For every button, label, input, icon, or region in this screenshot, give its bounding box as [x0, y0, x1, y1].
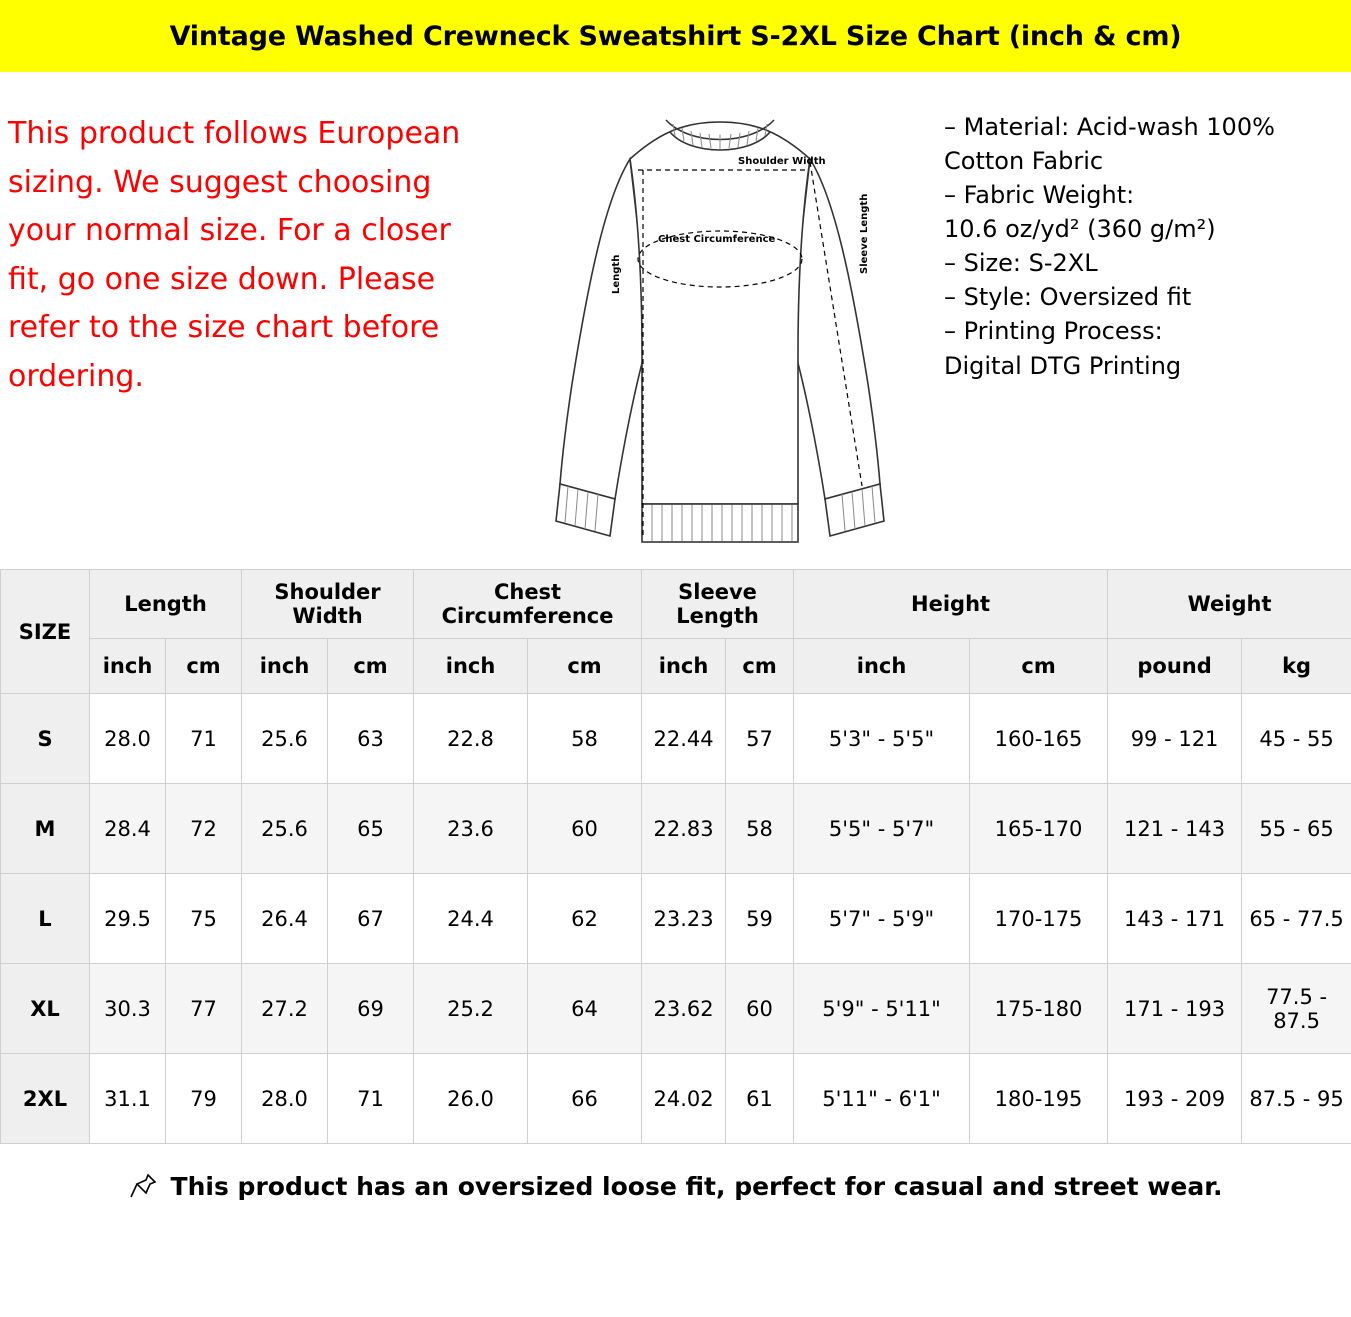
cell-sleeve-cm: 58	[726, 784, 794, 874]
table-header-chest-circumference: Chest Circumference	[414, 570, 642, 639]
cell-chest-cm: 58	[528, 694, 642, 784]
cell-chest-inch: 26.0	[414, 1054, 528, 1144]
table-header-weight: Weight	[1108, 570, 1351, 639]
cell-sleeve-inch: 22.83	[642, 784, 726, 874]
table-row	[1, 784, 1351, 874]
unit-weight-pound: pound	[1108, 639, 1242, 694]
cell-weight-pound: 143 - 171	[1108, 874, 1242, 964]
cell-sleeve-cm: 57	[726, 694, 794, 784]
cell-length-inch: 29.5	[90, 874, 166, 964]
cell-height-inch: 5'11" - 6'1"	[794, 1054, 970, 1144]
cell-size: M	[1, 784, 90, 874]
table-row	[1, 694, 1351, 784]
table-row	[1, 964, 1351, 1054]
cell-height-cm: 170-175	[970, 874, 1108, 964]
top-section	[0, 72, 1351, 569]
unit-shoulder-inch: inch	[242, 639, 328, 694]
size-table	[0, 569, 1351, 1144]
table-row	[1, 874, 1351, 964]
spec-line: – Size: S-2XL	[944, 249, 1098, 278]
push-pin-icon	[129, 1171, 159, 1201]
cell-shoulder-cm: 65	[328, 784, 414, 874]
unit-sleeve-inch: inch	[642, 639, 726, 694]
cell-height-cm: 180-195	[970, 1054, 1108, 1144]
cell-shoulder-cm: 71	[328, 1054, 414, 1144]
cell-height-cm: 175-180	[970, 964, 1108, 1054]
cell-sleeve-inch: 23.23	[642, 874, 726, 964]
label-chest-circumference: Chest Circumference	[658, 234, 776, 245]
cell-height-cm: 165-170	[970, 784, 1108, 874]
cell-length-cm: 79	[166, 1054, 242, 1144]
cell-chest-cm: 64	[528, 964, 642, 1054]
cell-sleeve-cm: 60	[726, 964, 794, 1054]
cell-height-inch: 5'7" - 5'9"	[794, 874, 970, 964]
cell-height-inch: 5'9" - 5'11"	[794, 964, 970, 1054]
spec-line: – Style: Oversized fit	[944, 283, 1192, 312]
cell-weight-kg: 45 - 55	[1242, 694, 1351, 784]
header-banner	[0, 0, 1351, 72]
cell-length-cm: 71	[166, 694, 242, 784]
cell-sleeve-inch: 23.62	[642, 964, 726, 1054]
cell-length-inch: 28.4	[90, 784, 166, 874]
cell-length-inch: 28.0	[90, 694, 166, 784]
cell-weight-kg: 77.5 - 87.5	[1242, 964, 1351, 1054]
cell-sleeve-inch: 24.02	[642, 1054, 726, 1144]
label-shoulder-width: Shoulder Width	[738, 156, 826, 167]
cell-height-inch: 5'3" - 5'5"	[794, 694, 970, 784]
unit-shoulder-cm: cm	[328, 639, 414, 694]
unit-sleeve-cm: cm	[726, 639, 794, 694]
cell-length-cm: 77	[166, 964, 242, 1054]
label-sleeve-length: Sleeve Length	[859, 193, 870, 274]
cell-shoulder-cm: 67	[328, 874, 414, 964]
spec-line: – Material: Acid-wash 100%	[944, 113, 1275, 141]
cell-chest-inch: 22.8	[414, 694, 528, 784]
unit-chest-inch: inch	[414, 639, 528, 694]
table-header-height: Height	[794, 570, 1108, 639]
cell-shoulder-inch: 25.6	[242, 784, 328, 874]
cell-weight-kg: 87.5 - 95	[1242, 1054, 1351, 1144]
spec-line: – Fabric Weight:	[944, 181, 1135, 210]
unit-length-cm: cm	[166, 639, 242, 694]
cell-chest-inch: 23.6	[414, 784, 528, 874]
table-header-length: Length	[90, 570, 242, 639]
cell-weight-kg: 65 - 77.5	[1242, 874, 1351, 964]
cell-length-inch: 30.3	[90, 964, 166, 1054]
cell-sleeve-cm: 59	[726, 874, 794, 964]
product-illustration	[510, 72, 930, 554]
cell-weight-pound: 121 - 143	[1108, 784, 1242, 874]
cell-chest-cm: 60	[528, 784, 642, 874]
table-header-shoulder-width: Shoulder Width	[242, 570, 414, 639]
unit-length-inch: inch	[90, 639, 166, 694]
table-row	[1, 1054, 1351, 1144]
spec-line: 10.6 oz/yd² (360 g/m²)	[944, 215, 1216, 244]
cell-chest-cm: 66	[528, 1054, 642, 1144]
cell-length-cm: 75	[166, 874, 242, 964]
cell-weight-pound: 99 - 121	[1108, 694, 1242, 784]
cell-size: L	[1, 874, 90, 964]
cell-shoulder-inch: 27.2	[242, 964, 328, 1054]
sweatshirt-diagram	[510, 84, 930, 554]
cell-sleeve-cm: 61	[726, 1054, 794, 1144]
cell-size: S	[1, 694, 90, 784]
spec-line: – Printing Process:	[944, 317, 1163, 346]
cell-size: XL	[1, 964, 90, 1054]
cell-chest-cm: 62	[528, 874, 642, 964]
unit-height-inch: inch	[794, 639, 970, 694]
label-length: Length	[611, 254, 622, 294]
cell-weight-pound: 193 - 209	[1108, 1054, 1242, 1144]
table-header-sleeve-length: Sleeve Length	[642, 570, 794, 639]
footer-note	[0, 1144, 1351, 1228]
table-header-size: SIZE	[1, 570, 90, 694]
cell-shoulder-inch: 28.0	[242, 1054, 328, 1144]
cell-chest-inch: 24.4	[414, 874, 528, 964]
cell-length-inch: 31.1	[90, 1054, 166, 1144]
footer-text: This product has an oversized loose fit, perfect for casual and street wear.	[170, 1171, 1223, 1201]
cell-height-inch: 5'5" - 5'7"	[794, 784, 970, 874]
spec-line: Cotton Fabric	[944, 147, 1104, 176]
unit-height-cm: cm	[970, 639, 1108, 694]
cell-shoulder-cm: 69	[328, 964, 414, 1054]
cell-sleeve-inch: 22.44	[642, 694, 726, 784]
page-title: Vintage Washed Crewneck Sweatshirt S-2XL Size Chart (inch & cm)	[169, 20, 1182, 52]
cell-shoulder-inch: 26.4	[242, 874, 328, 964]
cell-weight-pound: 171 - 193	[1108, 964, 1242, 1054]
cell-weight-kg: 55 - 65	[1242, 784, 1351, 874]
sizing-note-text: This product follows European sizing. We suggest choosing your normal size. For a closer fit, go one size down. Please refer to the size chart before ordering.	[8, 116, 461, 394]
unit-weight-kg: kg	[1242, 639, 1351, 694]
cell-length-cm: 72	[166, 784, 242, 874]
cell-shoulder-inch: 25.6	[242, 694, 328, 784]
spec-list	[930, 72, 1351, 383]
cell-shoulder-cm: 63	[328, 694, 414, 784]
cell-size: 2XL	[1, 1054, 90, 1144]
unit-chest-cm: cm	[528, 639, 642, 694]
cell-height-cm: 160-165	[970, 694, 1108, 784]
sizing-note	[0, 72, 510, 402]
cell-chest-inch: 25.2	[414, 964, 528, 1054]
spec-line: Digital DTG Printing	[944, 351, 1182, 380]
